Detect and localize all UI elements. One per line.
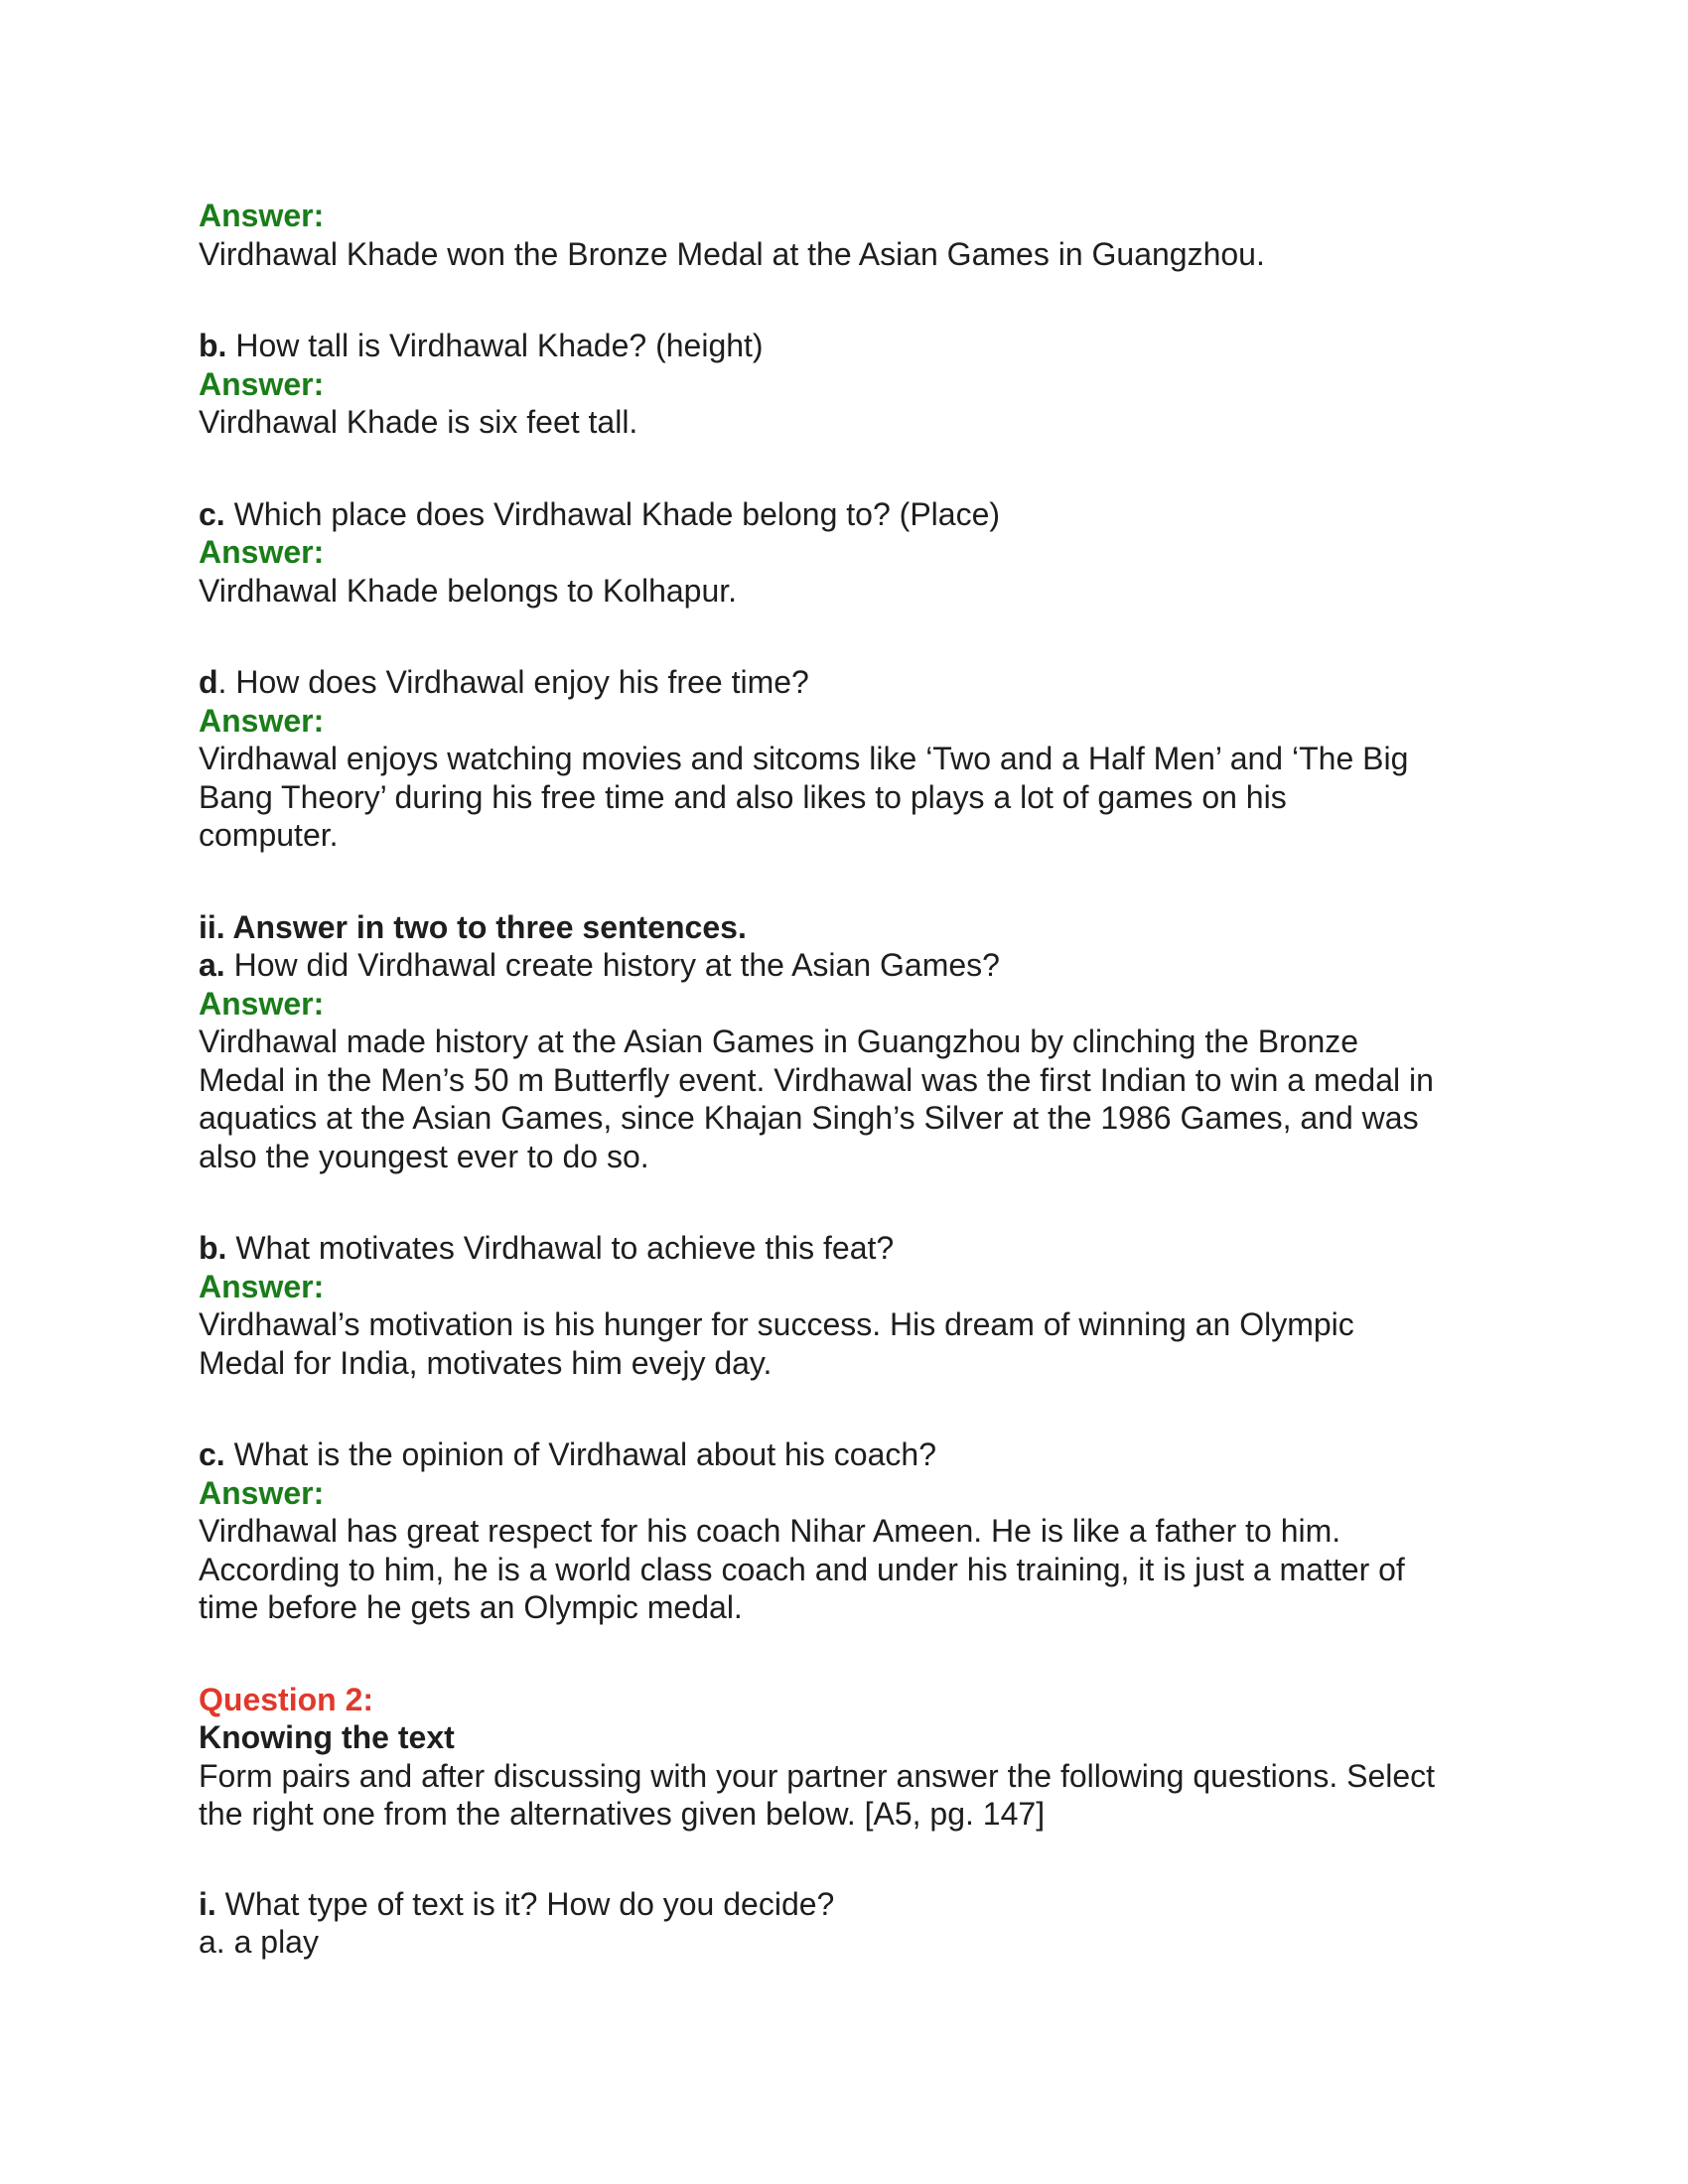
answer-text: Virdhawal Khade won the Bronze Medal at the Asian Games in Guangzhou. [199,235,1265,272]
question-text: What type of text is it? How do you decide? [215,1885,835,1922]
answer-line: aquatics at the Asian Games, since Khajan Singh’s Silver at the 1986 Games, and was [199,1100,1419,1136]
question-label: b. [199,1230,227,1266]
question-d [199,663,1519,702]
question-label: c. [199,1436,225,1472]
answer-line: Medal for India, motivates him evejy day. [199,1344,773,1381]
answer-line: Bang Theory’ during his free time and also likes to plays a lot of games on his [199,778,1287,815]
question-title: Question 2: [199,1681,374,1717]
option-a: a. a play [199,1924,319,1960]
answer-line: Virdhawal has great respect for his coach Nihar Ameen. He is like a father to him. [199,1513,1341,1549]
question-ii-b [199,1229,1519,1268]
answer-line: Virdhawal enjoys watching movies and sitcoms like ‘Two and a Half Men’ and ‘The Big [199,741,1409,776]
question-b [199,327,1519,365]
answer-label: Answer: [199,985,325,1022]
instruction-line: Form pairs and after discussing with your partner answer the following questions. Select [199,1757,1436,1794]
answer-label: Answer: [199,534,325,570]
question-text: How tall is Virdhawal Khade? (height) [226,328,764,363]
section-heading: ii. Answer in two to three sentences. [199,908,747,945]
question-ii-c [199,1435,1519,1474]
question-text: Which place does Virdhawal Khade belong to? (Place) [224,495,1001,532]
answer-label: Answer: [199,198,325,233]
answer-line: also the youngest ever to do so. [199,1138,649,1174]
question-label: c. [199,495,225,532]
question-label: d [199,664,218,700]
question-text: What motivates Virdhawal to achieve this feat? [226,1230,895,1266]
answer-line: Medal in the Men’s 50 m Butterfly event. Virdhawal was the first Indian to win a medal in [199,1061,1434,1098]
answer-line: Virdhawal’s motivation is his hunger for success. His dream of winning an Olympic [199,1306,1354,1342]
answer-text: Virdhawal Khade belongs to Kolhapur. [199,572,738,609]
question-text: How did Virdhawal create history at the Asian Games? [224,947,1000,983]
answer-label: Answer: [199,1268,325,1304]
answer-line: computer. [199,817,339,853]
document-page [199,197,1519,1962]
answer-line: According to him, he is a world class coach and under his training, it is just a matter of [199,1551,1405,1587]
answer-label: Answer: [199,365,325,402]
question-text: . How does Virdhawal enjoy his free time? [217,664,809,700]
question-c [199,495,1519,534]
subheading: Knowing the text [199,1719,455,1755]
answer-label: Answer: [199,702,325,739]
question-text: What is the opinion of Virdhawal about his coach? [224,1436,936,1472]
instruction-line: the right one from the alternatives given below. [A5, pg. 147] [199,1796,1046,1832]
question-2-i [199,1885,1519,1924]
answer-label: Answer: [199,1474,325,1511]
answer-text: Virdhawal Khade is six feet tall. [199,404,638,440]
answer-line: time before he gets an Olympic medal. [199,1589,743,1625]
question-label: a. [199,947,225,983]
question-label: b. [199,328,227,363]
question-label: i. [199,1885,216,1922]
question-ii-a [199,946,1519,985]
answer-line: Virdhawal made history at the Asian Games in Guangzhou by clinching the Bronze [199,1024,1359,1059]
